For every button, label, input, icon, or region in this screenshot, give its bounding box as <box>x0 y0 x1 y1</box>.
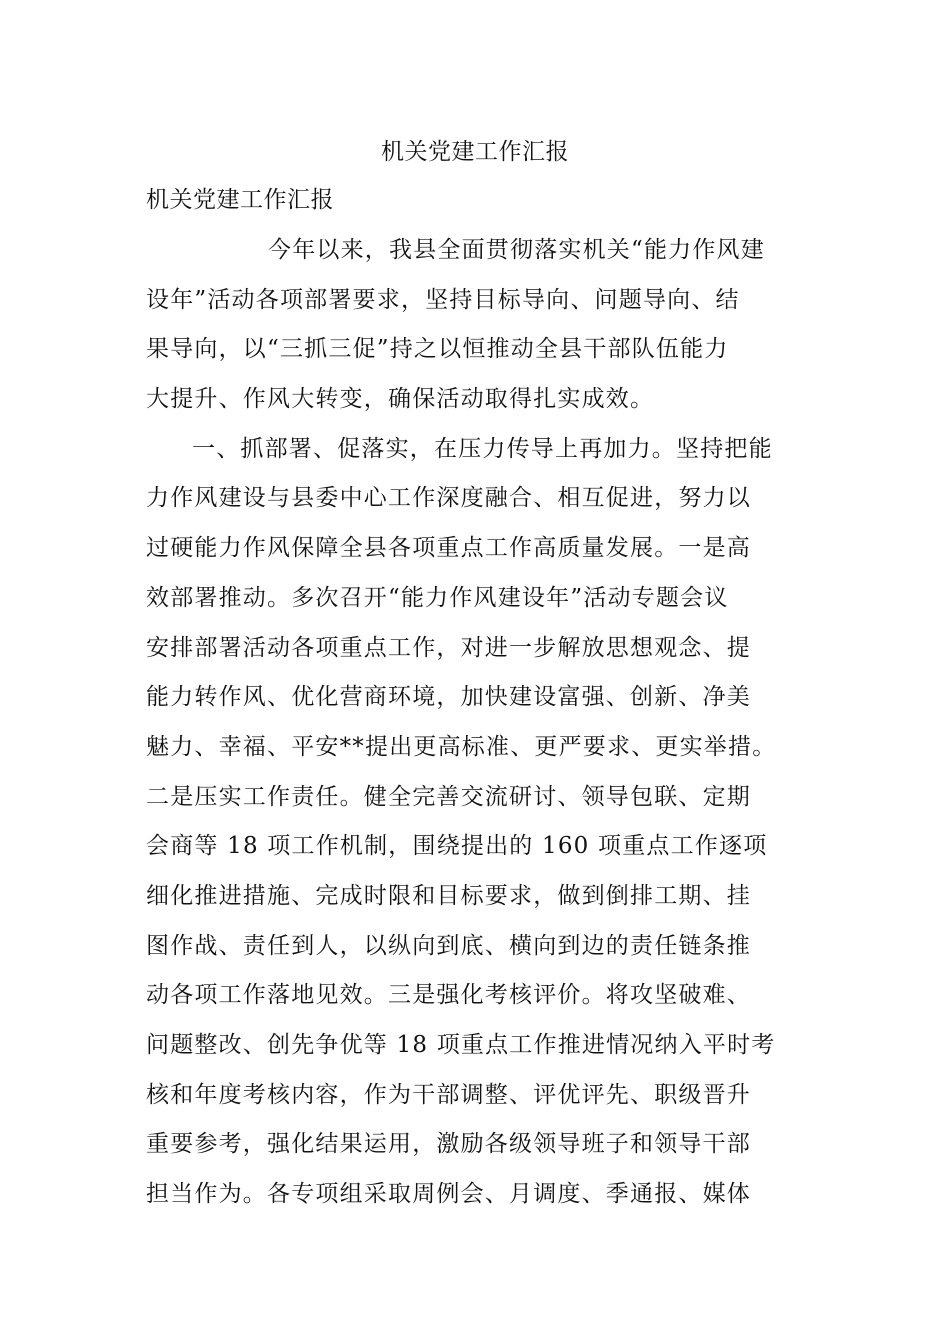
document-body <box>146 226 826 1220</box>
body-line: 担当作为。各专项组采取周例会、月调度、季通报、媒体 <box>146 1181 751 1208</box>
body-line: 过硬能力作风保障全县各项重点工作高质量发展。一是高 <box>146 535 751 562</box>
body-line: 问题整改、创先争优等 18 项重点工作推进情况纳入平时考 <box>146 1032 776 1058</box>
body-line: 细化推进措施、完成时限和目标要求，做到倒排工期、挂 <box>146 882 751 909</box>
body-line: 核和年度考核内容，作为干部调整、评优评先、职级晋升 <box>146 1081 751 1108</box>
body-line: 重要参考，强化结果运用，激励各级领导班子和领导干部 <box>146 1131 751 1158</box>
body-line: 今年以来，我县全面贯彻落实机关“能力作风建 <box>268 237 765 263</box>
body-line: 果导向，以“三抓三促”持之以恒推动全县干部队伍能力 <box>146 336 729 363</box>
body-line: 魅力、幸福、平安**提出更高标准、更严要求、更实举措。 <box>146 733 777 760</box>
body-line: 会商等 18 项工作机制，围绕提出的 160 项重点工作逐项 <box>146 833 768 860</box>
body-line: 二是压实工作责任。健全完善交流研讨、领导包联、定期 <box>146 783 751 810</box>
body-line: 力作风建设与县委中心工作深度融合、相互促进，努力以 <box>146 485 751 512</box>
body-line: 动各项工作落地见效。三是强化考核评价。将攻坚破难、 <box>146 982 751 1009</box>
document-subtitle: 机关党建工作汇报 <box>146 187 334 213</box>
document-title: 机关党建工作汇报 <box>381 139 569 165</box>
body-line: 图作战、责任到人，以纵向到底、横向到边的责任链条推 <box>146 932 751 959</box>
body-line: 效部署推动。多次召开“能力作风建设年”活动专题会议 <box>146 584 729 611</box>
body-line: 能力转作风、优化营商环境，加快建设富强、创新、净美 <box>146 684 751 711</box>
body-line: 大提升、作风大转变，确保活动取得扎实成效。 <box>146 386 655 413</box>
body-line: 设年”活动各项部署要求，坚持目标导向、问题导向、结 <box>146 286 740 313</box>
body-line: 安排部署活动各项重点工作，对进一步解放思想观念、提 <box>146 634 751 661</box>
body-line: 一、抓部署、促落实，在压力传导上再加力。坚持把能 <box>192 435 773 462</box>
